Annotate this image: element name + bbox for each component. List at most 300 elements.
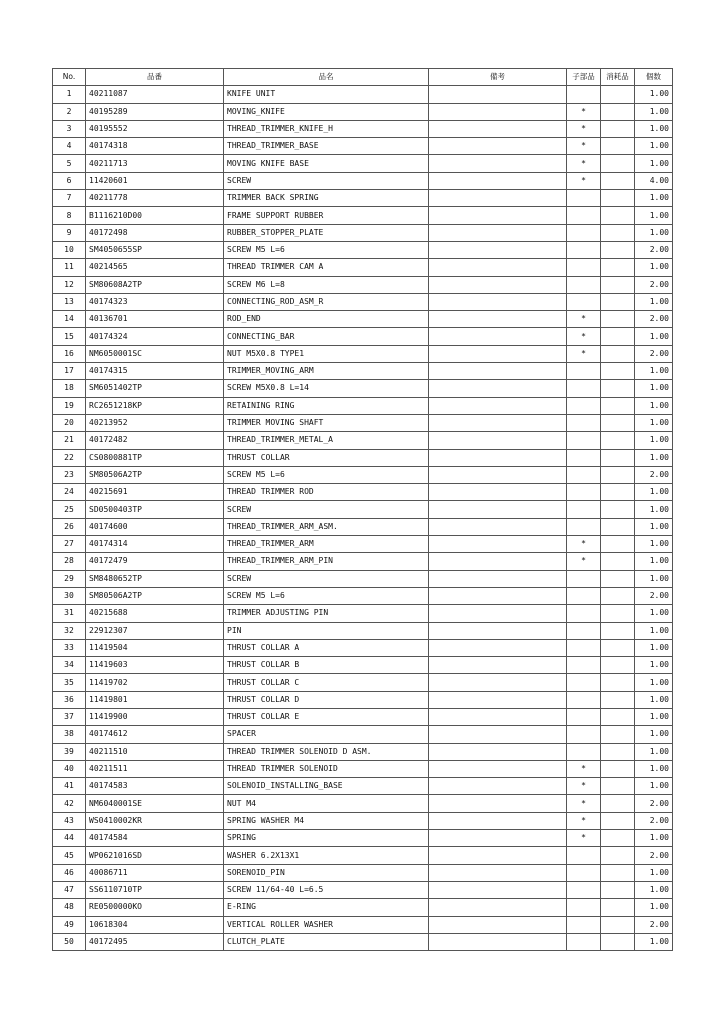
table-row [53,657,673,674]
part-number-cell: 40136701 [86,311,224,328]
part-name-cell: KNIFE UNIT [224,86,429,103]
quantity-cell: 1.00 [635,778,673,795]
row-number: 41 [53,778,86,795]
consumable-mark-cell [601,449,635,466]
part-number-cell: 40174584 [86,830,224,847]
quantity-cell: 1.00 [635,224,673,241]
part-name-cell: SCREW [224,570,429,587]
part-name-cell: THRUST COLLAR D [224,691,429,708]
row-number: 29 [53,570,86,587]
quantity-cell: 1.00 [635,380,673,397]
part-name-cell: THREAD_TRIMMER_ARM_ASM. [224,518,429,535]
part-name-cell: CLUTCH_PLATE [224,933,429,950]
table-row [53,345,673,362]
part-name-cell: TRIMMER ADJUSTING PIN [224,605,429,622]
consumable-mark-cell [601,120,635,137]
sub-part-mark-cell [567,657,601,674]
sub-part-mark-cell: * [567,812,601,829]
sub-part-mark-cell [567,293,601,310]
part-number-cell: NM6040001SE [86,795,224,812]
table-row [53,259,673,276]
table-row [53,899,673,916]
header-consumable: 消耗品 [601,69,635,86]
row-number: 46 [53,864,86,881]
consumable-mark-cell [601,345,635,362]
row-number: 17 [53,363,86,380]
sub-part-mark-cell: * [567,345,601,362]
part-number-cell: 40215691 [86,484,224,501]
quantity-cell: 1.00 [635,674,673,691]
part-name-cell: MOVING KNIFE BASE [224,155,429,172]
part-number-cell: SM80506A2TP [86,587,224,604]
consumable-mark-cell [601,933,635,950]
remarks-cell [429,432,567,449]
consumable-mark-cell [601,518,635,535]
part-name-cell: THRUST COLLAR B [224,657,429,674]
row-number: 35 [53,674,86,691]
remarks-cell [429,311,567,328]
table-row [53,639,673,656]
consumable-mark-cell [601,363,635,380]
part-number-cell: 40214565 [86,259,224,276]
part-number-cell: 40211511 [86,760,224,777]
part-number-cell: SM80608A2TP [86,276,224,293]
sub-part-mark-cell [567,86,601,103]
consumable-mark-cell [601,138,635,155]
row-number: 37 [53,708,86,725]
row-number: 2 [53,103,86,120]
part-number-cell: SD0500403TP [86,501,224,518]
sub-part-mark-cell: * [567,795,601,812]
row-number: 42 [53,795,86,812]
consumable-mark-cell [601,155,635,172]
sub-part-mark-cell: * [567,830,601,847]
part-name-cell: WASHER 6.2X13X1 [224,847,429,864]
row-number: 15 [53,328,86,345]
consumable-mark-cell [601,484,635,501]
quantity-cell: 1.00 [635,501,673,518]
consumable-mark-cell [601,536,635,553]
quantity-cell: 1.00 [635,293,673,310]
row-number: 22 [53,449,86,466]
table-row [53,103,673,120]
sub-part-mark-cell [567,466,601,483]
table-row [53,691,673,708]
part-number-cell: 11419504 [86,639,224,656]
table-row [53,536,673,553]
table-row [53,605,673,622]
sub-part-mark-cell [567,726,601,743]
row-number: 50 [53,933,86,950]
part-name-cell: THRUST COLLAR C [224,674,429,691]
part-name-cell: TRIMMER_MOVING_ARM [224,363,429,380]
sub-part-mark-cell [567,484,601,501]
table-header-row [53,69,673,86]
row-number: 28 [53,553,86,570]
part-name-cell: TRIMMER MOVING SHAFT [224,414,429,431]
remarks-cell [429,674,567,691]
remarks-cell [429,224,567,241]
remarks-cell [429,881,567,898]
table-row [53,916,673,933]
part-name-cell: THREAD TRIMMER SOLENOID D ASM. [224,743,429,760]
quantity-cell: 1.00 [635,138,673,155]
remarks-cell [429,830,567,847]
table-row [53,760,673,777]
part-number-cell: 40215688 [86,605,224,622]
part-number-cell: 11419603 [86,657,224,674]
table-row [53,795,673,812]
sub-part-mark-cell [567,933,601,950]
row-number: 33 [53,639,86,656]
part-name-cell: PIN [224,622,429,639]
row-number: 39 [53,743,86,760]
sub-part-mark-cell [567,864,601,881]
sub-part-mark-cell: * [567,311,601,328]
part-number-cell: 11420601 [86,172,224,189]
consumable-mark-cell [601,276,635,293]
sub-part-mark-cell: * [567,536,601,553]
remarks-cell [429,847,567,864]
table-row [53,553,673,570]
consumable-mark-cell [601,241,635,258]
remarks-cell [429,466,567,483]
sub-part-mark-cell [567,691,601,708]
part-name-cell: SCREW 11/64-40 L=6.5 [224,881,429,898]
parts-list-sheet [52,68,673,951]
row-number: 36 [53,691,86,708]
part-number-cell: WS0410002KR [86,812,224,829]
part-number-cell: 40195552 [86,120,224,137]
part-name-cell: SCREW [224,501,429,518]
consumable-mark-cell [601,795,635,812]
table-row [53,587,673,604]
remarks-cell [429,760,567,777]
remarks-cell [429,657,567,674]
sub-part-mark-cell [567,881,601,898]
quantity-cell: 1.00 [635,708,673,725]
quantity-cell: 1.00 [635,536,673,553]
remarks-cell [429,812,567,829]
consumable-mark-cell [601,639,635,656]
row-number: 47 [53,881,86,898]
table-row [53,207,673,224]
row-number: 48 [53,899,86,916]
part-number-cell: SM8480652TP [86,570,224,587]
header-part-number: 品番 [86,69,224,86]
row-number: 25 [53,501,86,518]
remarks-cell [429,587,567,604]
consumable-mark-cell [601,657,635,674]
row-number: 38 [53,726,86,743]
table-row [53,138,673,155]
row-number: 7 [53,190,86,207]
consumable-mark-cell [601,432,635,449]
quantity-cell: 2.00 [635,812,673,829]
quantity-cell: 1.00 [635,190,673,207]
consumable-mark-cell [601,328,635,345]
remarks-cell [429,259,567,276]
part-name-cell: THRUST COLLAR [224,449,429,466]
quantity-cell: 1.00 [635,899,673,916]
row-number: 24 [53,484,86,501]
row-number: 12 [53,276,86,293]
part-number-cell: SS6110710TP [86,881,224,898]
row-number: 13 [53,293,86,310]
part-name-cell: THREAD_TRIMMER_METAL_A [224,432,429,449]
quantity-cell: 2.00 [635,587,673,604]
row-number: 49 [53,916,86,933]
remarks-cell [429,484,567,501]
sub-part-mark-cell: * [567,103,601,120]
row-number: 10 [53,241,86,258]
table-row [53,466,673,483]
table-row [53,674,673,691]
table-row [53,726,673,743]
sub-part-mark-cell: * [567,760,601,777]
part-number-cell: 40174323 [86,293,224,310]
remarks-cell [429,138,567,155]
part-name-cell: MOVING_KNIFE [224,103,429,120]
part-name-cell: THREAD_TRIMMER_ARM_PIN [224,553,429,570]
table-row [53,120,673,137]
remarks-cell [429,899,567,916]
part-number-cell: 40174600 [86,518,224,535]
quantity-cell: 2.00 [635,916,673,933]
part-number-cell: 40174612 [86,726,224,743]
consumable-mark-cell [601,881,635,898]
part-name-cell: VERTICAL ROLLER WASHER [224,916,429,933]
remarks-cell [429,380,567,397]
part-number-cell: 11419900 [86,708,224,725]
part-number-cell: RE0500000KO [86,899,224,916]
quantity-cell: 1.00 [635,328,673,345]
remarks-cell [429,276,567,293]
row-number: 16 [53,345,86,362]
quantity-cell: 1.00 [635,864,673,881]
sub-part-mark-cell [567,847,601,864]
part-name-cell: CONNECTING_BAR [224,328,429,345]
row-number: 31 [53,605,86,622]
sub-part-mark-cell [567,241,601,258]
part-number-cell: 11419702 [86,674,224,691]
quantity-cell: 1.00 [635,363,673,380]
part-number-cell: 10618304 [86,916,224,933]
remarks-cell [429,605,567,622]
sub-part-mark-cell [567,605,601,622]
quantity-cell: 1.00 [635,120,673,137]
quantity-cell: 1.00 [635,691,673,708]
remarks-cell [429,708,567,725]
remarks-cell [429,120,567,137]
remarks-cell [429,155,567,172]
quantity-cell: 1.00 [635,103,673,120]
consumable-mark-cell [601,293,635,310]
part-name-cell: SCREW M5 L=6 [224,241,429,258]
row-number: 44 [53,830,86,847]
quantity-cell: 1.00 [635,155,673,172]
part-name-cell: E-RING [224,899,429,916]
remarks-cell [429,241,567,258]
consumable-mark-cell [601,414,635,431]
quantity-cell: 1.00 [635,605,673,622]
quantity-cell: 1.00 [635,743,673,760]
sub-part-mark-cell: * [567,778,601,795]
consumable-mark-cell [601,380,635,397]
part-number-cell: 40211778 [86,190,224,207]
table-row [53,518,673,535]
quantity-cell: 1.00 [635,518,673,535]
part-name-cell: THREAD_TRIMMER_KNIFE_H [224,120,429,137]
table-row [53,241,673,258]
consumable-mark-cell [601,847,635,864]
part-number-cell: 40172498 [86,224,224,241]
row-number: 18 [53,380,86,397]
remarks-cell [429,933,567,950]
consumable-mark-cell [601,812,635,829]
row-number: 11 [53,259,86,276]
remarks-cell [429,778,567,795]
table-row [53,432,673,449]
part-name-cell: RUBBER_STOPPER_PLATE [224,224,429,241]
part-name-cell: SORENOID_PIN [224,864,429,881]
remarks-cell [429,536,567,553]
row-number: 34 [53,657,86,674]
remarks-cell [429,397,567,414]
table-row [53,224,673,241]
sub-part-mark-cell [567,397,601,414]
part-number-cell: 40211087 [86,86,224,103]
remarks-cell [429,553,567,570]
table-row [53,449,673,466]
consumable-mark-cell [601,916,635,933]
row-number: 6 [53,172,86,189]
consumable-mark-cell [601,553,635,570]
quantity-cell: 2.00 [635,276,673,293]
sub-part-mark-cell [567,363,601,380]
remarks-cell [429,570,567,587]
row-number: 4 [53,138,86,155]
remarks-cell [429,864,567,881]
sub-part-mark-cell: * [567,553,601,570]
row-number: 23 [53,466,86,483]
part-number-cell: SM80506A2TP [86,466,224,483]
sub-part-mark-cell [567,432,601,449]
quantity-cell: 2.00 [635,345,673,362]
consumable-mark-cell [601,605,635,622]
quantity-cell: 1.00 [635,881,673,898]
quantity-cell: 1.00 [635,259,673,276]
sub-part-mark-cell: * [567,138,601,155]
sub-part-mark-cell [567,414,601,431]
table-row [53,847,673,864]
sub-part-mark-cell: * [567,120,601,137]
part-number-cell: B1116210D00 [86,207,224,224]
part-number-cell: 11419801 [86,691,224,708]
part-name-cell: SPACER [224,726,429,743]
row-number: 40 [53,760,86,777]
sub-part-mark-cell [567,708,601,725]
row-number: 27 [53,536,86,553]
row-number: 20 [53,414,86,431]
quantity-cell: 1.00 [635,207,673,224]
remarks-cell [429,103,567,120]
consumable-mark-cell [601,259,635,276]
part-number-cell: 40172482 [86,432,224,449]
table-row [53,484,673,501]
table-row [53,86,673,103]
consumable-mark-cell [601,311,635,328]
consumable-mark-cell [601,103,635,120]
table-row [53,570,673,587]
part-name-cell: SCREW M5 L=6 [224,587,429,604]
part-number-cell: 40174583 [86,778,224,795]
consumable-mark-cell [601,674,635,691]
row-number: 3 [53,120,86,137]
table-row [53,743,673,760]
quantity-cell: 1.00 [635,570,673,587]
part-name-cell: THREAD TRIMMER CAM A [224,259,429,276]
table-row [53,363,673,380]
consumable-mark-cell [601,190,635,207]
sub-part-mark-cell: * [567,328,601,345]
part-number-cell: 40172479 [86,553,224,570]
part-name-cell: SCREW M5X0.8 L=14 [224,380,429,397]
remarks-cell [429,328,567,345]
quantity-cell: 2.00 [635,466,673,483]
consumable-mark-cell [601,86,635,103]
consumable-mark-cell [601,466,635,483]
part-name-cell: NUT M4 [224,795,429,812]
part-number-cell: SM4050655SP [86,241,224,258]
row-number: 30 [53,587,86,604]
sub-part-mark-cell [567,587,601,604]
sub-part-mark-cell: * [567,172,601,189]
part-name-cell: THRUST COLLAR A [224,639,429,656]
sub-part-mark-cell [567,570,601,587]
table-row [53,778,673,795]
quantity-cell: 1.00 [635,933,673,950]
sub-part-mark-cell [567,743,601,760]
remarks-cell [429,293,567,310]
sub-part-mark-cell [567,674,601,691]
sub-part-mark-cell [567,916,601,933]
part-name-cell: TRIMMER BACK SPRING [224,190,429,207]
consumable-mark-cell [601,397,635,414]
quantity-cell: 1.00 [635,414,673,431]
remarks-cell [429,916,567,933]
quantity-cell: 4.00 [635,172,673,189]
quantity-cell: 2.00 [635,795,673,812]
quantity-cell: 1.00 [635,760,673,777]
consumable-mark-cell [601,691,635,708]
table-row [53,864,673,881]
sub-part-mark-cell [567,207,601,224]
part-number-cell: 40211510 [86,743,224,760]
remarks-cell [429,501,567,518]
table-row [53,708,673,725]
sub-part-mark-cell [567,449,601,466]
table-row [53,190,673,207]
part-name-cell: NUT M5X0.8 TYPE1 [224,345,429,362]
remarks-cell [429,691,567,708]
quantity-cell: 1.00 [635,622,673,639]
row-number: 19 [53,397,86,414]
sub-part-mark-cell [567,190,601,207]
table-row [53,276,673,293]
remarks-cell [429,622,567,639]
part-name-cell: FRAME SUPPORT RUBBER [224,207,429,224]
